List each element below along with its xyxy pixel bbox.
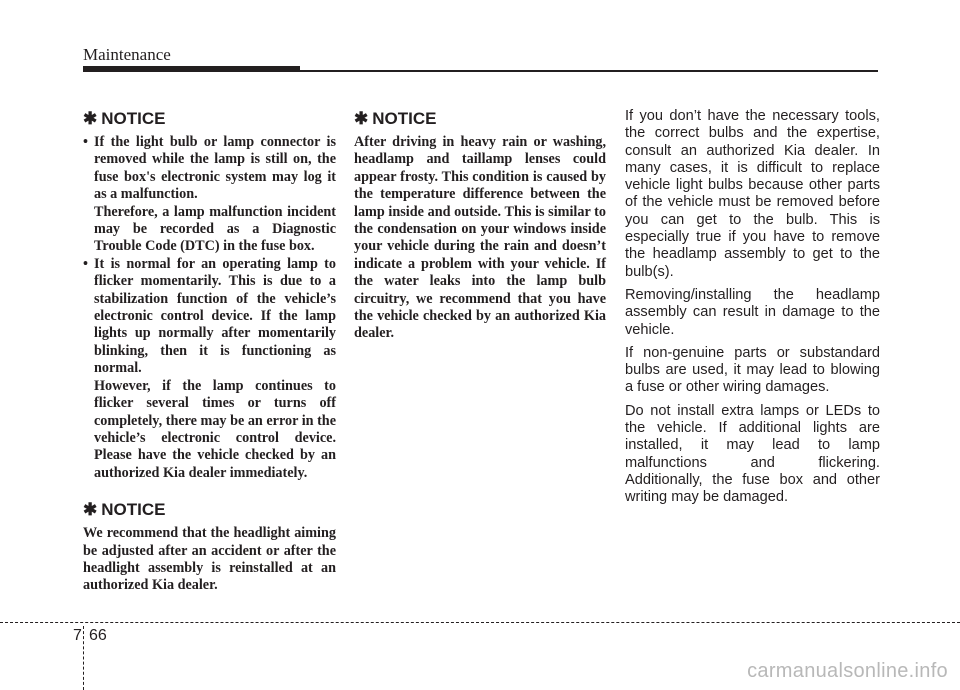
body-paragraph: Removing/installing the headlamp assembly can result in damage to the vehicle. [625, 286, 880, 338]
header-rule-thin [300, 70, 878, 72]
star-icon: ✱ [83, 500, 98, 520]
watermark: carmanualsonline.info [747, 660, 948, 682]
notice-title: ✱ NOTICE [83, 109, 166, 128]
footer-divider [83, 626, 84, 690]
bullet-paragraph: • It is normal for an operating lamp to flicker momentarily. This is due to a stabilization function of the vehicle’s electronic control device. If the lamp lights up normally after momentarily blinking, then it is functioning as normal. [94, 255, 336, 377]
notice-box-2 [83, 499, 336, 595]
notice-title: ✱ NOTICE [83, 500, 166, 520]
notice-box-3 [354, 108, 606, 343]
body-paragraph: If you don’t have the necessary tools, the correct bulbs and the expertise, consult an authorized Kia dealer. In many cases, it is difficult to replace vehicle light bulbs because other parts of the vehicle must be removed before you can get to the bulb. This is especially true if you have to remove the headlamp assembly to get to the bulb(s). [625, 108, 880, 280]
column-middle [354, 108, 606, 343]
notice-text: We recommend that the headlight aiming be adjusted after an accident or after the headlight assembly is reinstalled at an authorized Kia dealer. [83, 525, 336, 594]
list-item [83, 256, 336, 482]
chapter-number: 7 [73, 627, 82, 644]
footer-rule [0, 622, 960, 623]
column-right [625, 108, 880, 513]
notice-bullet-list [83, 134, 336, 482]
body-paragraph: If non-genuine parts or substandard bulbs are used, it may lead to blowing a fuse or other wiring damages. [625, 344, 880, 396]
notice-box-1 [83, 108, 336, 482]
notice-title: ✱ NOTICE [354, 109, 437, 128]
bullet-paragraph: Therefore, a lamp malfunction incident may be recorded as a Diagnostic Trouble Code (DTC) in the fuse box. [94, 203, 336, 255]
bullet-paragraph: • If the light bulb or lamp connector is removed while the lamp is still on, the fuse box's electronic system may log it as a malfunction. [94, 134, 336, 203]
section-header: Maintenance [83, 45, 171, 64]
list-item [83, 134, 336, 256]
bullet-paragraph: However, if the lamp continues to flicker several times or turns off completely, there may be an error in the vehicle’s electronic control device. Please have the vehicle checked by an authorized Kia dealer immediately. [94, 377, 336, 481]
body-paragraph: Do not install extra lamps or LEDs to the vehicle. If additional lights are installed, it may lead to lamp malfunctions and flickering. Additionally, the fuse box and other writing may be damaged. [625, 402, 880, 506]
star-icon: ✱ [354, 109, 369, 128]
column-left [83, 108, 336, 595]
notice-text: After driving in heavy rain or washing, headlamp and taillamp lenses could appear frosty. This condition is caused by the temperature difference between the lamp inside and outside. This is similar to the condensation on your windows inside your vehicle during the rain and doesn’t indicate a problem with your vehicle. If the water leaks into the lamp bulb circuitry, we recommend that you have the vehicle checked by an authorized Kia dealer. [354, 134, 606, 342]
star-icon: ✱ [83, 109, 98, 128]
header-rule-thick [83, 66, 300, 72]
page-number: 66 [89, 627, 107, 644]
